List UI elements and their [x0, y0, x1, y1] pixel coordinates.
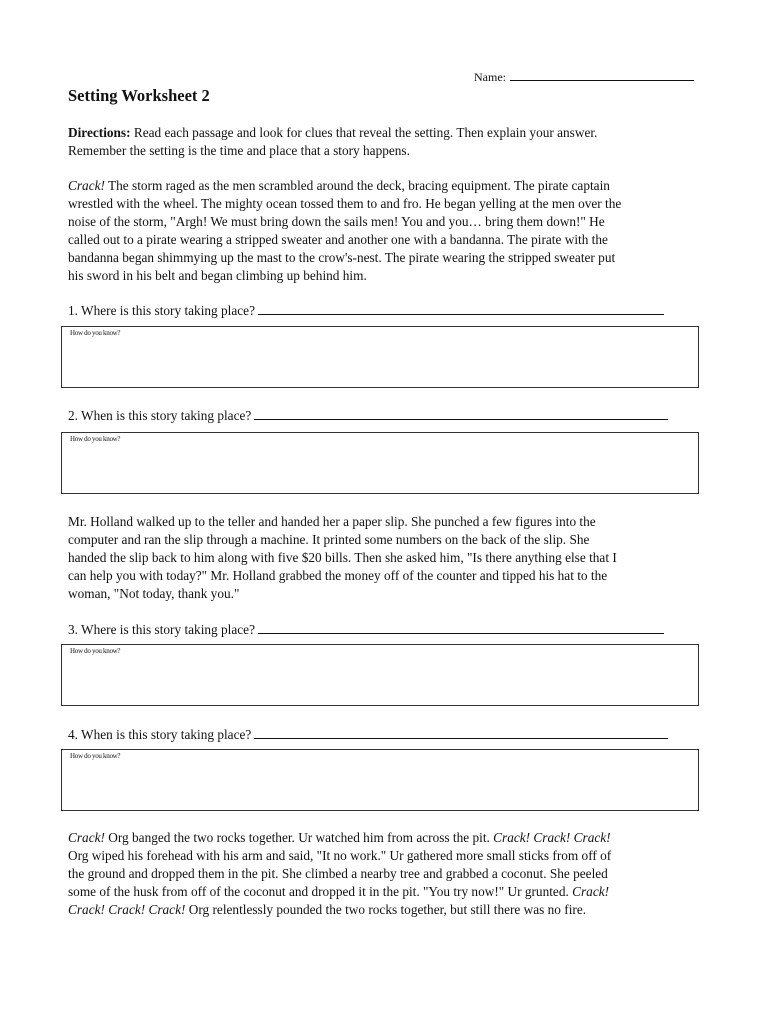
passage-3-text: some of the husk from off of the coconut and dropped it in the pit. "You try now!" Ur grunted. [68, 884, 573, 899]
passage-3-line [68, 829, 708, 847]
question-2-box-label: How do you know? [70, 435, 121, 443]
passage-3-line: Org wiped his forehead with his arm and said, "It no work." Ur gathered more small sticks from off of [68, 848, 612, 863]
question-3-label: 3. Where is this story taking place? [68, 622, 255, 637]
passage-2-line: woman, "Not today, thank you." [68, 586, 240, 601]
passage-1-crack: Crack! [68, 178, 105, 193]
passage-3-text: Org banged the two rocks together. Ur watched him from across the pit. [104, 830, 494, 845]
passage-1-line: bandanna began shimmying up the mast to the crow's-nest. The pirate wearing the stripped sweater put [68, 250, 616, 265]
passage-1-line: called out to a pirate wearing a stripped sweater and another one with a bandanna. The pirate with the [68, 232, 608, 247]
directions-label: Directions: [68, 125, 131, 140]
passage-3-line [68, 883, 708, 901]
question-1-answer-line[interactable] [258, 302, 664, 315]
passage-1-line: wrestled with the wheel. The mighty ocean tossed them to and fro. He began yelling at the men over the [68, 196, 622, 211]
passage-1-line-text: The storm raged as the men scrambled around the deck, bracing equipment. The pirate captain [104, 178, 610, 193]
question-2-answer-line[interactable] [254, 407, 668, 420]
name-label: Name: [474, 70, 506, 84]
passage-3-crack: Crack! [572, 884, 610, 899]
passage-3-crack: Crack! Crack! Crack! [493, 830, 611, 845]
directions-line-2: Remember the setting is the time and place that a story happens. [68, 143, 410, 158]
question-1-box-label: How do you know? [70, 329, 121, 337]
worksheet-title: Setting Worksheet 2 [68, 86, 210, 105]
passage-2-line: can help you with today?" Mr. Holland grabbed the money off of the counter and tipped his hat to the [68, 568, 608, 583]
directions [68, 124, 708, 160]
question-3 [68, 621, 664, 638]
passage-3-line: the ground and dropped them in the pit. She climbed a nearby tree and grabbed a coconut. She peeled [68, 866, 608, 881]
question-4-box-label: How do you know? [70, 752, 121, 760]
question-3-box-label: How do you know? [70, 647, 121, 655]
passage-2 [68, 513, 708, 603]
question-3-explanation-box[interactable] [61, 644, 699, 706]
question-1-label: 1. Where is this story taking place? [68, 303, 255, 318]
question-2-label: 2. When is this story taking place? [68, 408, 252, 423]
passage-3-line [68, 901, 708, 919]
passage-2-line: Mr. Holland walked up to the teller and handed her a paper slip. She punched a few figures into the [68, 514, 596, 529]
passage-3 [68, 829, 708, 919]
question-1-explanation-box[interactable] [61, 326, 699, 388]
passage-1-line: his sword in his belt and began climbing up behind him. [68, 268, 367, 283]
question-4 [68, 726, 668, 743]
passage-3-crack: Crack! [68, 830, 105, 845]
passage-3-text: Org relentlessly pounded the two rocks together, but still there was no fire. [185, 902, 587, 917]
name-field [474, 70, 694, 85]
question-3-answer-line[interactable] [258, 621, 664, 634]
directions-text-1: Read each passage and look for clues that reveal the setting. Then explain your answer. [133, 125, 598, 140]
question-1 [68, 302, 664, 319]
passage-1-line [68, 177, 708, 195]
passage-1-line: noise of the storm, "Argh! We must bring down the sails men! You and you… bring them down!" He [68, 214, 605, 229]
passage-3-crack: Crack! Crack! Crack! [68, 902, 186, 917]
name-blank-line[interactable] [510, 70, 694, 81]
passage-2-line: handed the slip back to him along with five $20 bills. Then she asked him, "Is there anything else that I [68, 550, 617, 565]
passage-1 [68, 177, 708, 285]
question-4-answer-line[interactable] [254, 726, 668, 739]
question-4-explanation-box[interactable] [61, 749, 699, 811]
passage-2-line: computer and ran the slip through a machine. It printed some numbers on the back of the slip. She [68, 532, 590, 547]
question-2 [68, 407, 668, 424]
question-2-explanation-box[interactable] [61, 432, 699, 494]
question-4-label: 4. When is this story taking place? [68, 727, 252, 742]
directions-line-1 [68, 124, 708, 142]
